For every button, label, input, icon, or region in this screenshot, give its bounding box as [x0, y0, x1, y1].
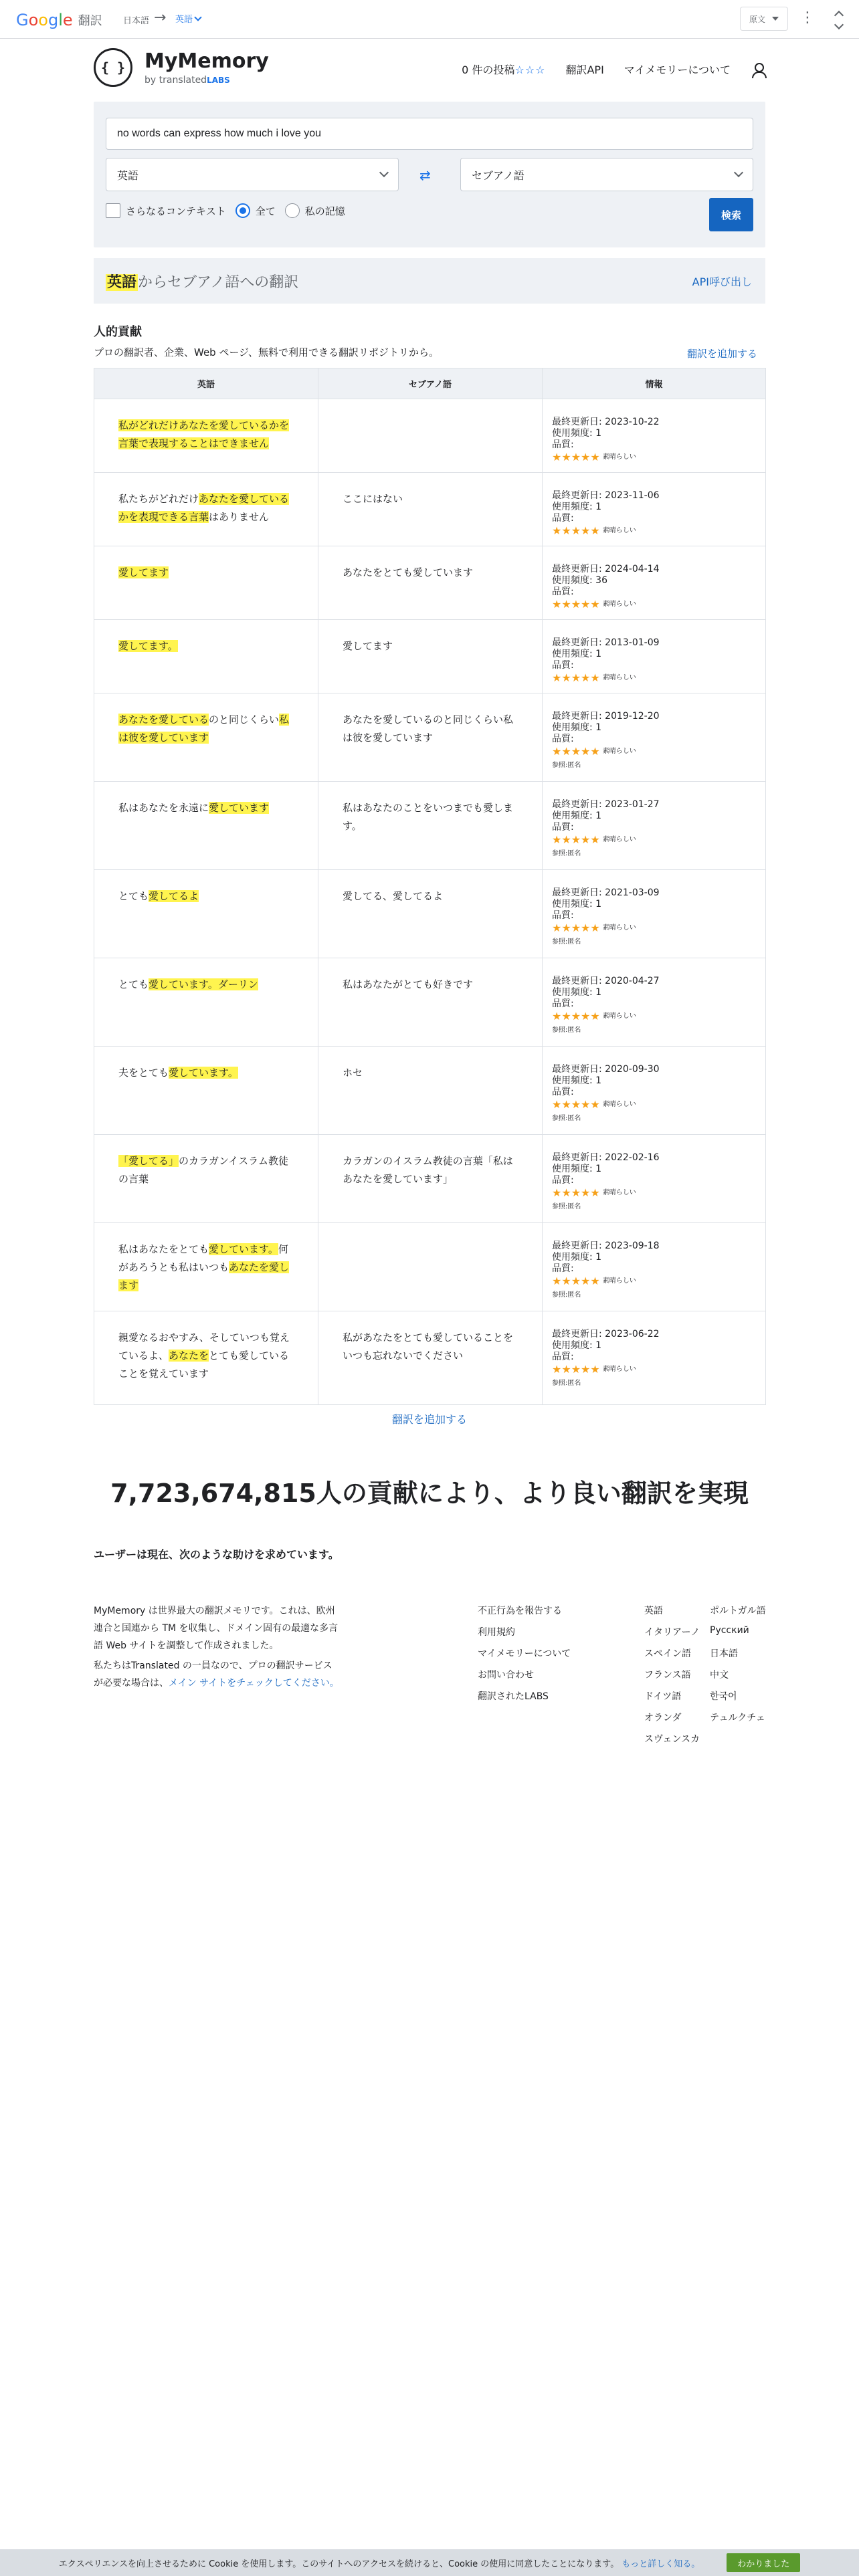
footer-language-link[interactable]: スペイン語: [644, 1648, 691, 1659]
target-cell: あなたを愛しているのと同じくらい私は彼を愛しています: [318, 693, 543, 782]
table-row: [94, 1311, 766, 1405]
star-rating-icon: ★★★★★: [552, 671, 600, 684]
info-freq: 使用頻度: 1: [552, 1164, 602, 1174]
info-cell: [543, 870, 766, 958]
target-cell: 愛してます: [318, 620, 543, 693]
table-row: [94, 473, 766, 546]
source-segment: 夫をとても: [118, 1067, 169, 1079]
star-rating-icon: ★★★★★: [552, 1275, 600, 1287]
add-translation-bottom-link[interactable]: 翻訳を追加する: [391, 1413, 467, 1426]
from-language[interactable]: 日本語: [123, 16, 150, 26]
column-header-target: セブアノ語: [318, 368, 543, 399]
info-cell: [543, 473, 766, 546]
star-rating-icon: ★★★★★: [552, 524, 600, 537]
info-quality: 品質:: [552, 734, 574, 744]
main-nav: [462, 62, 765, 77]
footer-language-link[interactable]: イタリアーノ: [644, 1627, 700, 1638]
chevron-down-icon: [194, 13, 201, 21]
info-freq: 使用頻度: 1: [552, 649, 602, 659]
target-cell: [318, 1223, 543, 1311]
info-updated: 最終更新日: 2021-03-09: [552, 887, 660, 898]
source-cell: [94, 1135, 318, 1223]
info-cell: [543, 1047, 766, 1135]
table-row: [94, 693, 766, 782]
target-cell: 私があなたをとても愛していることをいつも忘れないでください: [318, 1311, 543, 1405]
posts-link[interactable]: [462, 62, 545, 77]
translation-title: [106, 271, 298, 292]
info-freq: 使用頻度: 1: [552, 899, 602, 909]
to-language[interactable]: [175, 12, 201, 25]
table-row: [94, 870, 766, 958]
info-quality: 品質:: [552, 439, 574, 450]
quality-rating: [552, 746, 756, 757]
table-row: [94, 958, 766, 1047]
rating-label: 素晴らしい: [602, 527, 636, 534]
collapse-icon[interactable]: [832, 9, 846, 29]
source-segment: 愛しています。: [169, 1067, 238, 1079]
search-options: [106, 203, 345, 218]
rating-label: 素晴らしい: [602, 836, 636, 843]
source-cell: [94, 782, 318, 870]
column-header-info: 情報: [543, 368, 766, 399]
source-segment: あなたを愛しているかを表現できる言葉: [118, 493, 290, 523]
target-cell: あなたをとても愛しています: [318, 546, 543, 620]
star-rating-icon: ★★★★★: [552, 1010, 600, 1023]
rating-label: 素晴らしい: [602, 453, 636, 461]
quality-rating: [552, 672, 756, 683]
reference-source[interactable]: 参照:匿名: [552, 1203, 581, 1210]
star-rating-icon: ★★★★★: [552, 598, 600, 611]
info-freq: 使用頻度: 1: [552, 428, 602, 439]
info-updated: 最終更新日: 2023-09-18: [552, 1241, 660, 1251]
target-cell: [318, 399, 543, 473]
footer-language-link[interactable]: ポルトガル語: [710, 1606, 766, 1616]
rating-label: 素晴らしい: [602, 1366, 636, 1373]
search-input[interactable]: [106, 118, 753, 150]
source-cell: [94, 1311, 318, 1405]
source-segment: はありません: [209, 511, 270, 523]
table-row: [94, 1135, 766, 1223]
info-cell: [543, 399, 766, 473]
info-freq: 使用頻度: 1: [552, 987, 602, 998]
target-cell: 愛してる、愛してるよ: [318, 870, 543, 958]
info-freq: 使用頻度: 1: [552, 1340, 602, 1351]
source-segment: 私がどれだけあなたを愛しているかを言葉で表現することはできません: [118, 419, 290, 449]
source-segment: とても: [118, 978, 149, 990]
original-button[interactable]: [740, 7, 788, 31]
info-freq: 使用頻度: 1: [552, 811, 602, 821]
info-cell: [543, 1223, 766, 1311]
footer-link[interactable]: マイメモリーについて: [478, 1648, 571, 1659]
info-cell: [543, 546, 766, 620]
translation-memory-table: [94, 368, 766, 1405]
cookie-accept-button[interactable]: わかりました: [727, 2553, 800, 2572]
source-language-value: 英語: [117, 169, 139, 182]
about-link[interactable]: マイメモリーについて: [624, 64, 731, 76]
reference-source[interactable]: 参照:匿名: [552, 1291, 581, 1299]
main-site-link[interactable]: メイン サイトをチェックしてください。: [169, 1678, 339, 1689]
logo-by-text: by translated: [145, 75, 207, 86]
reference-source[interactable]: 参照:匿名: [552, 850, 581, 857]
source-segment: とても愛していることを覚えています: [118, 1350, 290, 1380]
info-quality: 品質:: [552, 998, 574, 1009]
source-segment: とても: [118, 890, 149, 902]
contributors-stat: 7,723,674,815人の貢献により、より良い翻訳を実現: [110, 1479, 749, 1508]
footer-language-link[interactable]: フランス語: [644, 1670, 691, 1681]
column-header-source: 英語: [94, 368, 318, 399]
source-segment: のと同じくらい: [209, 714, 280, 726]
reference-source[interactable]: 参照:匿名: [552, 1380, 581, 1387]
star-rating-icon: ★★★★★: [552, 1098, 600, 1111]
footer-links: [478, 1604, 571, 1711]
swap-languages-icon[interactable]: ⇄: [419, 167, 431, 183]
rating-label: 素晴らしい: [602, 674, 636, 681]
chevron-down-icon: [379, 168, 389, 177]
footer-language-link[interactable]: 英語: [644, 1606, 663, 1616]
star-rating-icon: ★★★★★: [552, 451, 600, 463]
target-language-value: セブアノ語: [472, 169, 524, 182]
source-cell: [94, 620, 318, 693]
source-segment: あなたを: [169, 1350, 209, 1362]
quality-rating: [552, 1364, 756, 1375]
star-rating-icon: ★★★★★: [552, 833, 600, 846]
translate-word: 翻訳: [78, 14, 102, 28]
info-quality: 品質:: [552, 1352, 574, 1362]
quality-rating: [552, 525, 756, 536]
star-rating-icon: ★★★★★: [552, 1363, 600, 1376]
footer-about: [94, 1602, 341, 1692]
footer-language-link[interactable]: Русский: [710, 1625, 749, 1636]
target-cell: 私はあなたがとても好きです: [318, 958, 543, 1047]
info-updated: 最終更新日: 2023-06-22: [552, 1329, 660, 1339]
source-segment: あなたを愛します: [118, 1261, 290, 1291]
google-translate-logo[interactable]: G o o g l e 翻訳: [16, 11, 102, 29]
footer-language-link[interactable]: ドイツ語: [644, 1691, 682, 1702]
source-segment: 愛してます。: [118, 640, 178, 652]
quality-rating: [552, 1010, 756, 1022]
star-rating-icon: ★★★★★: [552, 1186, 600, 1199]
info-freq: 使用頻度: 1: [552, 722, 602, 733]
source-cell: [94, 399, 318, 473]
help-requests-heading: ユーザーは現在、次のような助けを求めています。: [94, 1548, 339, 1561]
source-cell: [94, 1047, 318, 1135]
source-segment: 私たちがどれだけ: [118, 493, 199, 505]
info-quality: 品質:: [552, 1175, 574, 1186]
info-freq: 使用頻度: 36: [552, 575, 607, 586]
table-row: [94, 1223, 766, 1311]
source-segment: 何があろうとも私はいつも: [118, 1243, 288, 1273]
target-cell: 私はあなたのことをいつまでも愛します。: [318, 782, 543, 870]
human-contributions-heading: 人的貢献: [94, 325, 142, 339]
reference-source[interactable]: 参照:匿名: [552, 1115, 581, 1122]
source-segment: 愛しています。: [209, 1243, 278, 1255]
cookie-banner: [0, 2549, 859, 2576]
search-button[interactable]: 検索: [709, 198, 753, 231]
star-icon: ☆☆☆: [514, 64, 546, 76]
source-cell: [94, 693, 318, 782]
table-row: [94, 399, 766, 473]
arrow-right-icon: →: [154, 9, 167, 26]
source-segment: 「愛してる」: [118, 1155, 179, 1167]
quality-rating: [552, 1099, 756, 1110]
quality-rating: [552, 922, 756, 934]
cookie-more-link[interactable]: もっと詳しく知る。: [622, 2559, 700, 2569]
info-updated: 最終更新日: 2020-04-27: [552, 976, 660, 986]
info-quality: 品質:: [552, 1263, 574, 1274]
rating-label: 素晴らしい: [602, 1277, 636, 1285]
source-segment: 親愛なるおやすみ、そしていつも覚えているよ、: [118, 1331, 290, 1362]
source-cell: [94, 546, 318, 620]
cookie-text: エクスペリエンスを向上させるために Cookie を使用します。このサイトへのアクセスを続けると、Cookie の使用に同意したことになります。: [58, 2559, 619, 2569]
star-rating-icon: ★★★★★: [552, 745, 600, 758]
more-vert-icon[interactable]: ⋮: [800, 9, 815, 26]
site-header: [94, 47, 765, 94]
footer-language-link[interactable]: 한국어: [710, 1691, 737, 1702]
api-link[interactable]: 翻訳API: [565, 64, 604, 76]
source-segment: あなたを愛している: [118, 714, 209, 726]
footer-language-link[interactable]: 日本語: [710, 1648, 738, 1659]
target-language-select[interactable]: [460, 158, 753, 191]
rating-label: 素晴らしい: [602, 924, 636, 932]
footer-link[interactable]: 不正行為を報告する: [478, 1606, 562, 1616]
source-language-select[interactable]: [106, 158, 399, 191]
target-cell: ホセ: [318, 1047, 543, 1135]
all-radio-label[interactable]: 全て: [255, 205, 276, 217]
info-updated: 最終更新日: 2020-09-30: [552, 1064, 660, 1075]
logo-name[interactable]: MyMemory: [145, 49, 269, 73]
quality-rating: [552, 599, 756, 610]
search-panel: [94, 102, 765, 247]
target-cell: カラガンのイスラム教徒の言葉「私はあなたを愛しています」: [318, 1135, 543, 1223]
table-row: [94, 546, 766, 620]
footer-language-link[interactable]: スヴェンスカ: [644, 1734, 700, 1745]
to-language-label: 英語: [175, 15, 193, 25]
table-row: [94, 782, 766, 870]
source-cell: [94, 958, 318, 1047]
info-quality: 品質:: [552, 822, 574, 833]
source-segment: 愛してるよ: [149, 890, 199, 902]
footer-language-link[interactable]: オランダ: [644, 1713, 682, 1723]
table-row: [94, 1047, 766, 1135]
info-cell: [543, 782, 766, 870]
logo-byline: [145, 75, 230, 86]
quality-rating: [552, 1187, 756, 1198]
footer-link[interactable]: 翻訳されたLABS: [478, 1691, 549, 1702]
rating-label: 素晴らしい: [602, 748, 636, 755]
footer-languages: [644, 1604, 778, 1753]
source-cell: [94, 1223, 318, 1311]
footer-link[interactable]: お問い合わせ: [478, 1670, 534, 1681]
source-segment: 愛しています。ダーリン: [149, 978, 258, 990]
rating-label: 素晴らしい: [602, 601, 636, 608]
star-rating-icon: ★★★★★: [552, 922, 600, 934]
all-radio[interactable]: [235, 203, 250, 218]
source-segment: のカラガンイスラム教徒の言葉: [118, 1155, 288, 1185]
info-updated: 最終更新日: 2024-04-14: [552, 564, 660, 574]
info-quality: 品質:: [552, 513, 574, 524]
rating-label: 素晴らしい: [602, 1012, 636, 1020]
info-cell: [543, 693, 766, 782]
more-context-checkbox[interactable]: [106, 203, 120, 218]
add-translation-link[interactable]: 翻訳を追加する: [686, 348, 757, 360]
info-updated: 最終更新日: 2023-01-27: [552, 799, 660, 810]
source-cell: [94, 870, 318, 958]
translation-banner: [94, 258, 765, 304]
my-memory-radio[interactable]: [285, 203, 300, 218]
quality-rating: [552, 1275, 756, 1287]
translate-toolbar: [0, 0, 859, 39]
info-updated: 最終更新日: 2023-11-06: [552, 490, 660, 501]
reference-source[interactable]: 参照:匿名: [552, 762, 581, 769]
footer-about-pre: 私たちはTranslated の一員なので、プロの翻訳サービスが必要な場合は、: [94, 1660, 332, 1689]
logo-labs: LABS: [207, 76, 230, 85]
info-freq: 使用頻度: 1: [552, 1252, 602, 1263]
rating-label: 素晴らしい: [602, 1101, 636, 1108]
source-cell: [94, 473, 318, 546]
info-freq: 使用頻度: 1: [552, 1075, 602, 1086]
mymemory-logo-icon[interactable]: { }: [94, 48, 132, 87]
info-quality: 品質:: [552, 1087, 574, 1097]
info-updated: 最終更新日: 2013-01-09: [552, 637, 660, 648]
info-freq: 使用頻度: 1: [552, 502, 602, 512]
translation-source-lang: 英語: [107, 274, 137, 291]
posts-label: 0 件の投稿: [462, 64, 515, 76]
source-segment: 私: [279, 714, 290, 726]
source-segment: 愛してます: [118, 566, 169, 578]
my-memory-radio-label[interactable]: 私の記憶: [304, 205, 345, 217]
footer-link[interactable]: 利用規約: [478, 1627, 515, 1638]
source-segment: 私はあなたを永遠に: [118, 802, 209, 814]
table-header-row: [94, 368, 766, 399]
original-label: 原文: [749, 14, 765, 24]
info-quality: 品質:: [552, 586, 574, 597]
human-contributions-subtitle: [94, 345, 765, 359]
more-context-label[interactable]: さらなるコンテキスト: [126, 205, 226, 217]
quality-rating: [552, 451, 756, 463]
source-segment: 愛しています: [209, 802, 270, 814]
user-icon[interactable]: [751, 62, 765, 77]
rating-label: 素晴らしい: [602, 1189, 636, 1196]
footer-language-link[interactable]: テュルクチェ: [710, 1713, 765, 1723]
caret-down-icon: [772, 17, 779, 21]
footer-language-link[interactable]: 中文: [710, 1670, 729, 1681]
info-cell: [543, 1311, 766, 1405]
info-quality: 品質:: [552, 660, 574, 671]
target-cell: ここにはない: [318, 473, 543, 546]
human-subtitle-text: プロの翻訳者、企業、Web ページ、無料で利用できる翻訳リポジトリから。: [94, 346, 439, 358]
info-quality: 品質:: [552, 910, 574, 921]
info-cell: [543, 620, 766, 693]
table-row: [94, 620, 766, 693]
translation-title-rest: からセブアノ語への翻訳: [138, 274, 299, 291]
info-updated: 最終更新日: 2023-10-22: [552, 417, 660, 427]
info-cell: [543, 958, 766, 1047]
footer-about-translated: [94, 1657, 341, 1692]
api-call-link[interactable]: API呼び出し: [692, 275, 752, 288]
reference-source[interactable]: 参照:匿名: [552, 938, 581, 946]
quality-rating: [552, 834, 756, 845]
chevron-down-icon: [734, 168, 743, 177]
info-updated: 最終更新日: 2022-02-16: [552, 1152, 660, 1163]
info-cell: [543, 1135, 766, 1223]
source-segment: 私はあなたをとても: [118, 1243, 209, 1255]
footer-about-text: MyMemory は世界最大の翻訳メモリです。これは、欧州連合と国連から TM を収集し、ドメイン固有の最適な多言語 Web サイトを調整して作成されました。: [94, 1606, 339, 1651]
info-updated: 最終更新日: 2019-12-20: [552, 711, 660, 722]
source-segment: は彼を愛しています: [118, 732, 209, 744]
reference-source[interactable]: 参照:匿名: [552, 1027, 581, 1034]
